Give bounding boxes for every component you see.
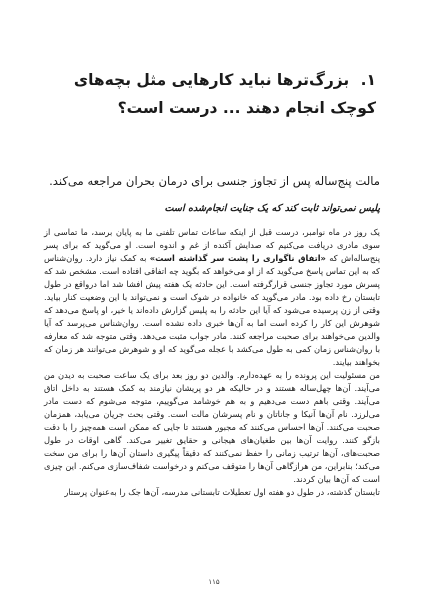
intro-sentence: مالت پنج‌ساله پس از تجاوز جنسی برای درمان بحران مراجعه می‌کند. bbox=[49, 174, 380, 188]
chapter-title: بزرگ‌ترها نباید کارهایی مثل بچه‌های کوچک انجام دهند ... درست است؟ bbox=[73, 71, 376, 117]
chapter-heading bbox=[70, 66, 376, 122]
section-subheading: پلیس نمی‌تواند ثابت کند که یک جنایت انجام‌شده است bbox=[164, 203, 380, 214]
paragraph: یک روز در ماه نوامبر، درست قبل از اینکه ساعات تماس تلفنی ما به پایان برسد، ما تماسی از سوی مادری دریافت می‌کنیم که صدایش آکنده از غم و اندوه است. او می‌گوید که برای پسر پنج‌ساله‌اش که «اتفاق ناگواری را پشت سر گذاشته است» به کمک نیاز دارد. روان‌شناس که به این تماس پاسخ می‌گوید که از او می‌خواهد که بگوید چه اتفاقی افتاده است. مشخص شد که پسرش مورد تجاوز جنسی قرارگرفته است. این حادثه یک هفته پیش افشا شد اما درواقع در طول تابستان رخ داده بود. مادر می‌گوید که خانواده در شوک است و نمی‌تواند با این وضعیت کنار بیاید. وقتی از زن پرسیده می‌شود که آیا این حادثه را به پلیس گزارش داده‌اند یا خیر، او پاسخ می‌دهد که شوهرش این کار را کرده است اما به آن‌ها خبری داده نشده است. روان‌شناس می‌پرسد که آیا والدین می‌خواهند برای صحبت مراجعه کنند. مادر جواب مثبت می‌دهد. وقتی متوجه شد که معارفه با روان‌شناس زمان کمی به طول می‌کشد با عجله می‌گوید که او و شوهرش می‌توانند هر زمان که بخواهند بیایند. bbox=[44, 227, 381, 367]
body-text bbox=[44, 226, 380, 499]
chapter-number: ۱. bbox=[360, 71, 376, 89]
paragraph: من مسئولیت این پرونده را به عهده‌دارم. والدین دو روز بعد برای یک ساعت صحبت به دیدن من می‌آیند. آن‌ها چهل‌ساله هستند و در حالیکه هر دو پریشان نیازمند به کمک هستند به داخل اتاق می‌آیند. وقتی باهم دست می‌دهیم و به هم خوشامد می‌گوییم، متوجه می‌شوم که دست مادر می‌لرزد. نام آن‌ها آنیکا و جاناتان و نام پسرشان مالت است. وقتی بحث جریان می‌یابد، همزمان صحبت می‌کنند. آن‌ها احساس می‌کنند که مجبور هستند تا جایی که ممکن است همه‌چیز را با دقت بازگو کنند. روایت آن‌ها بین طغیان‌های هیجانی و حقایق تغییر می‌کند. گاهی اوقات در طول صحبت‌های، آن‌ها ترتیب زمانی را حفظ نمی‌کنند که دقیقاً پیگیری داستان آن‌ها را برای من سخت می‌کند؛ بنابراین، من هراز‌گاهی آن‌ها را متوقف می‌کنم و درخواست شفاف‌سازی می‌کنم. این چیزی است که آن‌ها بیان کردند. bbox=[44, 370, 380, 484]
quoted-phrase: «اتفاق ناگواری را پشت سر گذاشته است» bbox=[149, 253, 326, 263]
page-number: ۱۱۵ bbox=[208, 578, 220, 586]
paragraph: تابستان گذشته، در طول دو هفته اول تعطیلات تابستانی مدرسه، آن‌ها جک را به‌عنوان پرستار bbox=[64, 487, 380, 497]
